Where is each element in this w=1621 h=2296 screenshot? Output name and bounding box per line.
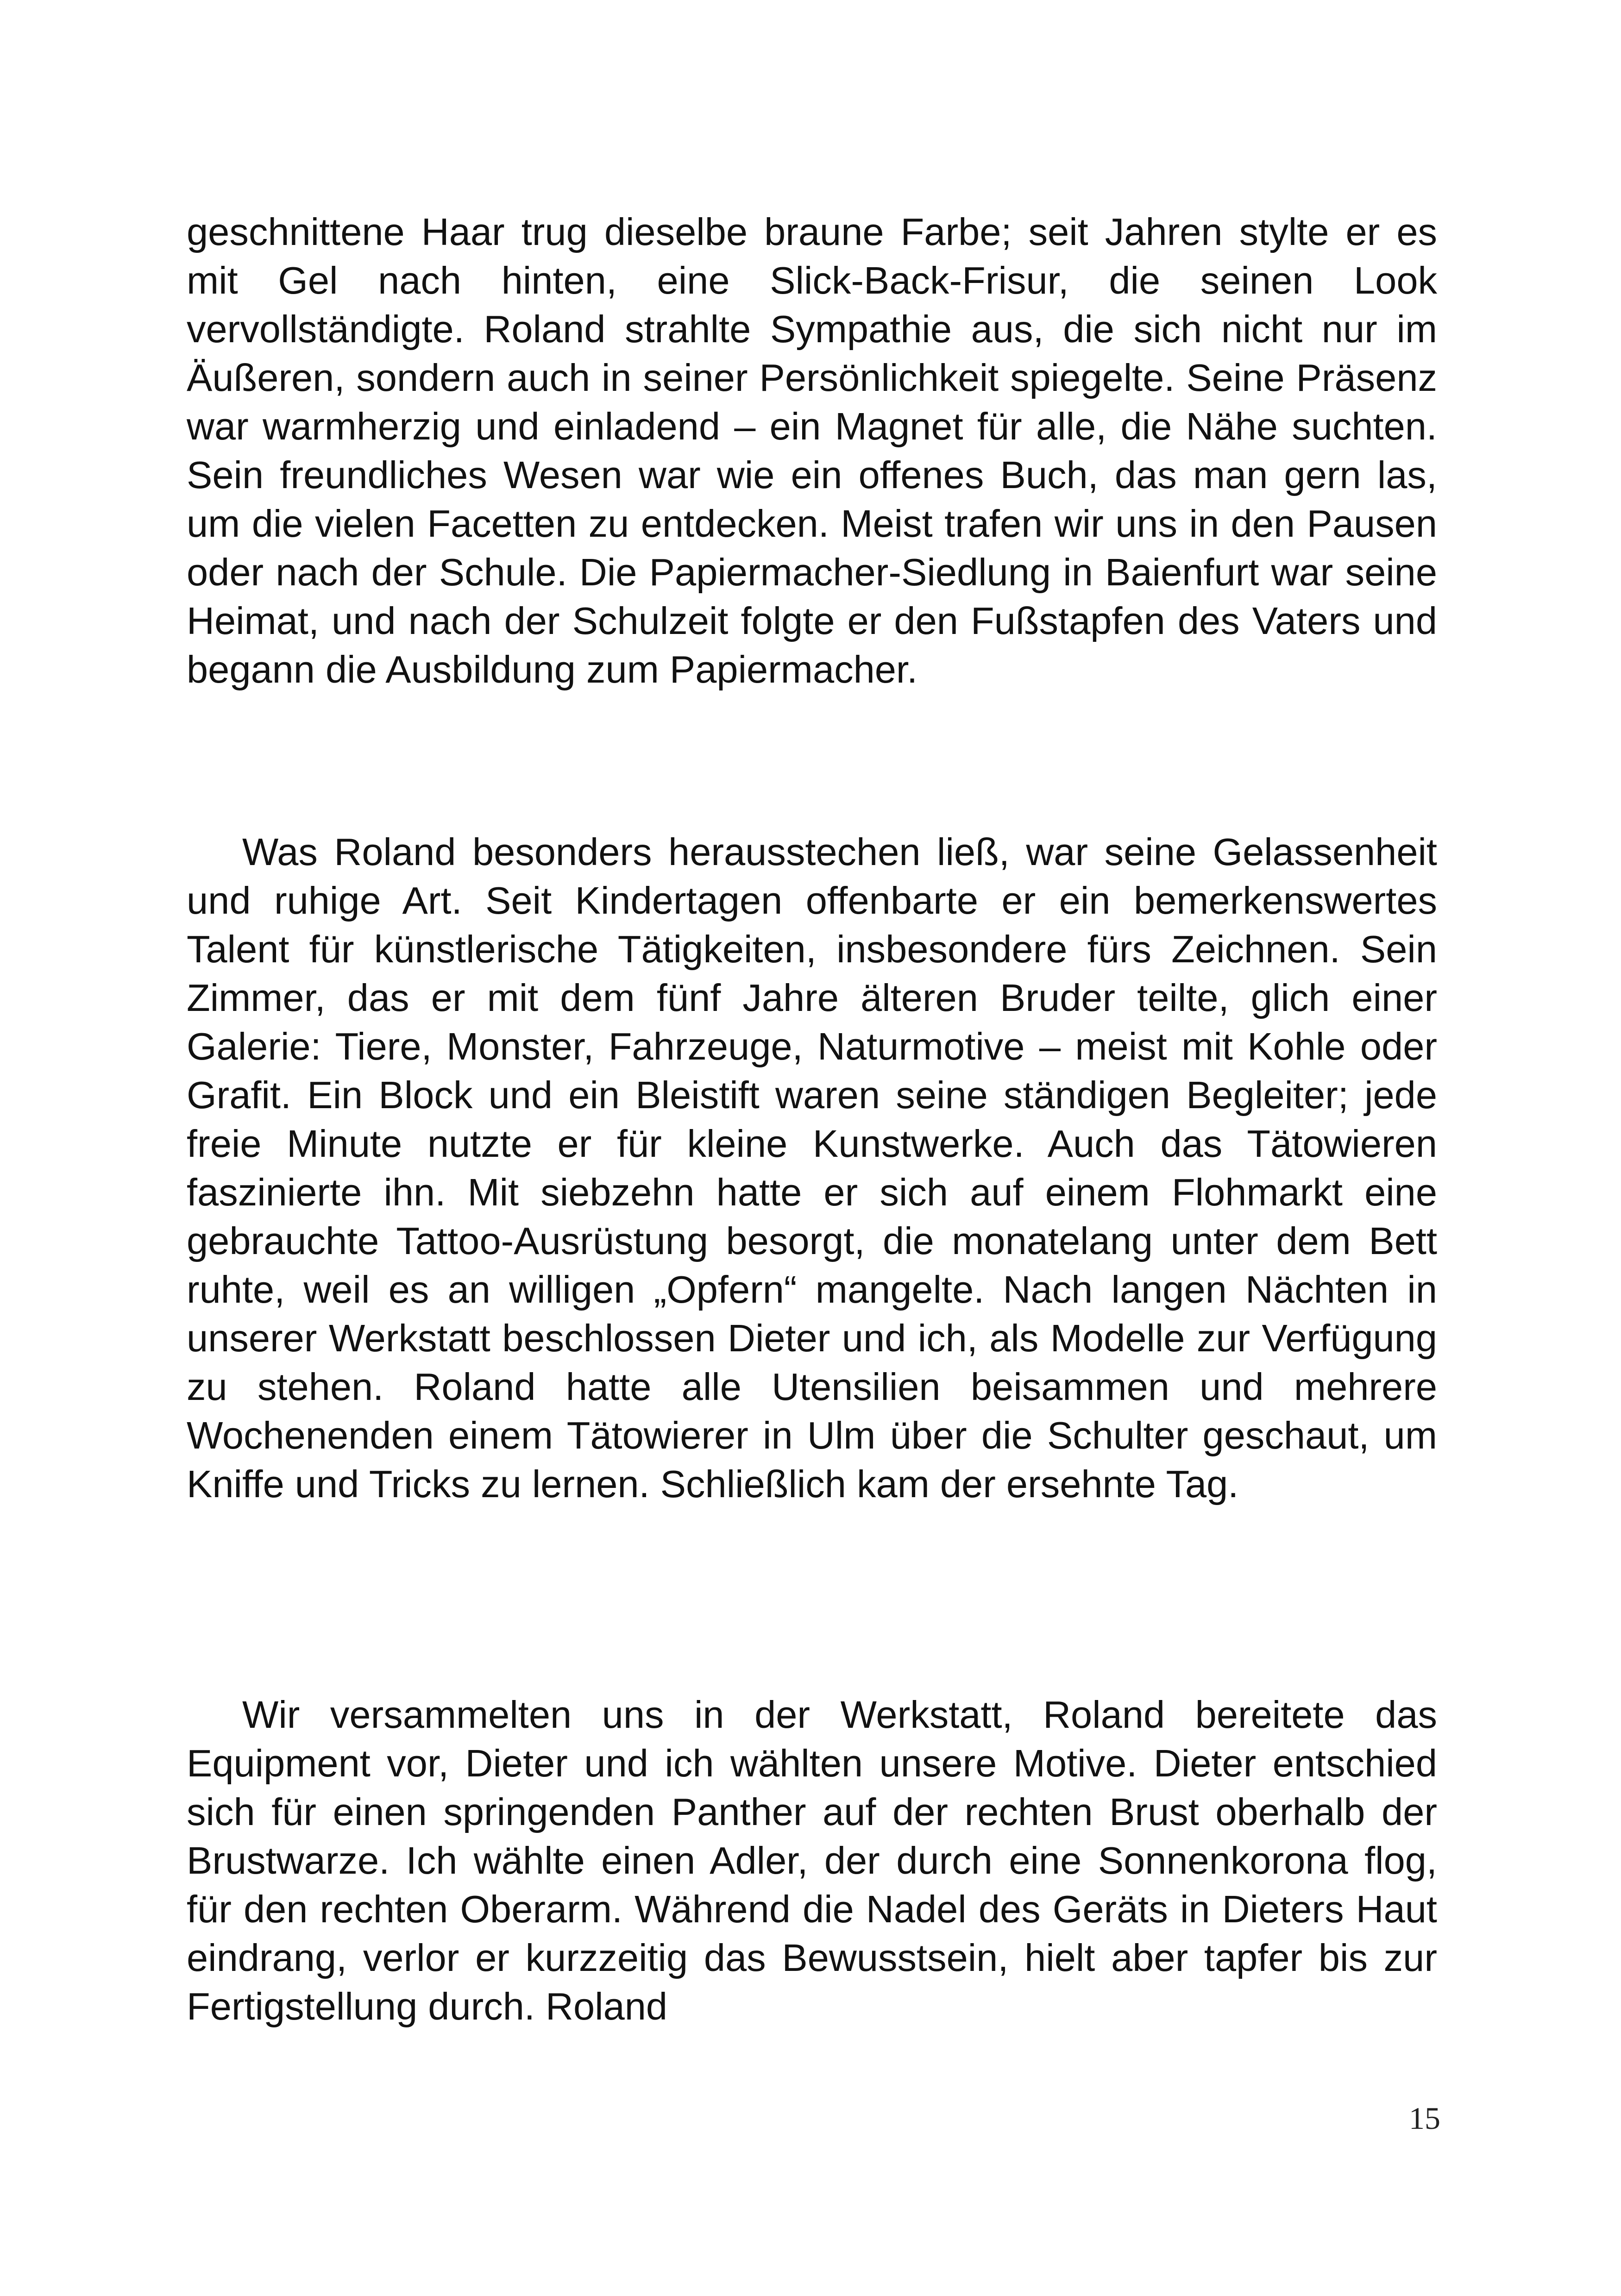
paragraph-2: Was Roland besonders herausstechen ließ, war seine Gelassenheit und ruhige Art. Seit Kindertagen offenbarte er ein bemerkenswertes Talent für künstlerische Tätigkeiten, insbesondere fürs Zeichnen. Sein Zimmer, das er mit dem fünf Jahre älteren Bruder teilte, glich einer Galerie: Tiere, Monster, Fahrzeuge, Naturmotive – meist mit Kohle oder Grafit. Ein Block und ein Bleistift waren seine ständigen Begleiter; jede freie Minute nutzte er für kleine Kunstwerke. Auch das Tätowieren faszinierte ihn. Mit siebzehn hatte er sich auf einem Flohmarkt eine gebrauchte Tattoo-Ausrüstung besorgt, die monatelang unter dem Bett ruhte, weil es an willigen „Opfern“ mangelte. Nach langen Nächten in unserer Werkstatt beschlossen Dieter und ich, als Modelle zur Verfügung zu stehen. Roland hatte alle Utensilien beisammen und mehrere Wochenenden einem Tätowierer in Ulm über die Schulter geschaut, um Kniffe und Tricks zu lernen. Schließlich kam der ersehnte Tag. (187, 830, 1437, 1506)
page-number: 15 (1409, 2101, 1440, 2136)
paragraph-3: Wir versammelten uns in der Werkstatt, Roland bereitete das Equipment vor, Dieter und ich wählten unsere Motive. Dieter entschied sich für einen springenden Panther auf der rechten Brust oberhalb der Brustwarze. Ich wählte einen Adler, der durch eine Sonnenkorona flog, für den rechten Oberarm. Während die Nadel des Geräts in Dieters Haut eindrang, verlor er kurzzeitig das Bewusstsein, hielt aber tapfer bis zur Fertigstellung durch. Roland (187, 1693, 1437, 2028)
paragraph-1: geschnittene Haar trug dieselbe braune Farbe; seit Jahren stylte er es mit Gel nach hinten, eine Slick-Back-Frisur, die seinen Look vervollständigte. Roland strahlte Sympathie aus, die sich nicht nur im Äußeren, sondern auch in seiner Persönlichkeit spiegelte. Seine Präsenz war warmherzig und einladend – ein Magnet für alle, die Nähe suchten. Sein freundliches Wesen war wie ein offenes Buch, das man gern las, um die vielen Facetten zu entdecken. Meist trafen wir uns in den Pausen oder nach der Schule. Die Papiermacher-Siedlung in Baienfurt war seine Heimat, und nach der Schulzeit folgte er den Fußstapfen des Vaters und begann die Ausbildung zum Papiermacher. (187, 210, 1437, 691)
